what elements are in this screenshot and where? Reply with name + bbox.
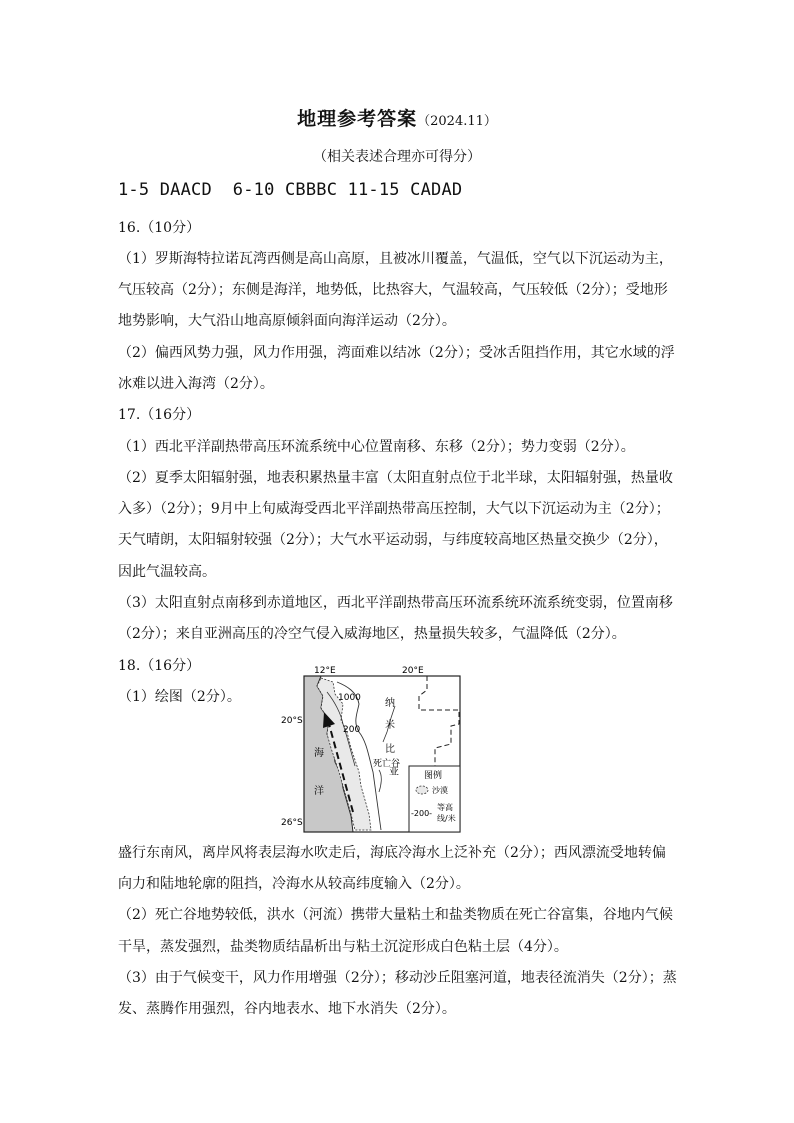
contour-200-label: 200 xyxy=(343,725,361,735)
q16-line: 气压较高（2分）；东侧是海洋，地势低，比热容大，气温较高，气压较低（2分）；受地形 xyxy=(118,282,668,298)
country-char: 纳 xyxy=(385,698,395,709)
legend-contour-label: 等高 xyxy=(437,803,453,812)
legend-desert-swatch xyxy=(416,786,428,794)
q17-heading: 17.（16分） xyxy=(118,407,201,423)
grading-note: （相关表述合理亦可得分） xyxy=(313,149,481,165)
q18-line: （2）死亡谷地势较低，洪水（河流）携带大量粘土和盐类物质在死亡谷富集，谷地内气候 xyxy=(118,907,673,923)
legend-contour-label: 线/米 xyxy=(437,814,456,823)
country-char: 亚 xyxy=(389,767,399,778)
q18-line: 向力和陆地轮廓的阻挡，冷海水从较高纬度输入（2分）。 xyxy=(118,876,470,892)
valley-shape xyxy=(379,770,381,792)
document-date: （2024.11） xyxy=(417,114,497,129)
q17-line: （3）太阳直射点南移到赤道地区，西北平洋副热带高压环流系统环流系统变弱，位置南移 xyxy=(118,595,673,611)
q16-heading: 16.（10分） xyxy=(118,220,201,236)
ocean-char: 海 xyxy=(314,748,324,759)
document-title: 地理参考答案 xyxy=(297,108,418,130)
lon-label-right: 20°E xyxy=(402,666,424,676)
q17-line: 入多）（2分）；9月中上旬威海受西北平洋副热带高压控制，大气以下沉运动为主（2分）； xyxy=(118,501,670,517)
lat-label-bottom: 26°S xyxy=(281,818,303,828)
q16-line: 地势影响，大气沿山地高原倾斜面向海洋运动（2分）。 xyxy=(118,313,456,329)
death-valley-label: 死亡谷 xyxy=(373,759,401,769)
q17-line: （1）西北平洋副热带高压环流系统中心位置南移、东移（2分）；势力变弱（2分）。 xyxy=(118,439,635,455)
q16-line: （2）偏西风势力强，风力作用强，湾面难以结冰（2分）；受冰舌阻挡作用，其它水域的浮 xyxy=(118,345,675,361)
country-char: 比 xyxy=(385,744,395,755)
q18-line: 发、蒸腾作用强烈，谷内地表水、地下水消失（2分）。 xyxy=(118,1001,456,1017)
q17-line: （2分）；来自亚洲高压的冷空气侵入威海地区，热量损失较多，气温降低（2分）。 xyxy=(118,626,626,642)
q16-line: （1）罗斯海特拉诺瓦湾西侧是高山高原，且被冰川覆盖，气温低，空气以下沉运动为主， xyxy=(118,251,673,267)
lon-label-left: 12°E xyxy=(314,666,336,676)
q18-line: 盛行东南风，离岸风将表层海水吹走后，海底冷海水上泛补充（2分）；西风漂流受地转偏 xyxy=(118,845,666,861)
legend-title: 图例 xyxy=(424,771,443,781)
multiple-choice-answers: 1-5 DAACD 6-10 CBBBC 11-15 CADAD xyxy=(118,180,463,200)
q18-heading: 18.（16分） xyxy=(118,658,201,674)
namibia-map xyxy=(277,662,467,834)
legend-desert-label: 沙漠 xyxy=(432,786,448,795)
border-line xyxy=(419,676,459,766)
contour-1000-label: 1000 xyxy=(338,693,361,703)
q18-draw-label: （1）绘图（2分）。 xyxy=(118,689,241,705)
title-row xyxy=(0,104,794,131)
q18-line: （3）由于气候变干，风力作用增强（2分）；移动沙丘阻塞河道，地表径流消失（2分）；蒸 xyxy=(118,970,677,986)
legend-contour-value: -200- xyxy=(411,809,433,818)
country-char: 米 xyxy=(385,720,395,731)
q17-line: （2）夏季太阳辐射强，地表积累热量丰富（太阳直射点位于北半球，太阳辐射强，热量收 xyxy=(118,470,673,486)
q17-line: 因此气温较高。 xyxy=(118,564,216,580)
q16-line: 冰难以进入海湾（2分）。 xyxy=(118,376,274,392)
q18-line: 干旱，蒸发强烈，盐类物质结晶析出与粘土沉淀形成白色粘土层（4分）。 xyxy=(118,939,568,955)
lat-label-top: 20°S xyxy=(281,716,303,726)
q17-line: 天气晴朗，太阳辐射较强（2分）；大气水平运动弱，与纬度较高地区热量交换少（2分）， xyxy=(118,532,668,548)
ocean-char: 洋 xyxy=(314,786,324,797)
